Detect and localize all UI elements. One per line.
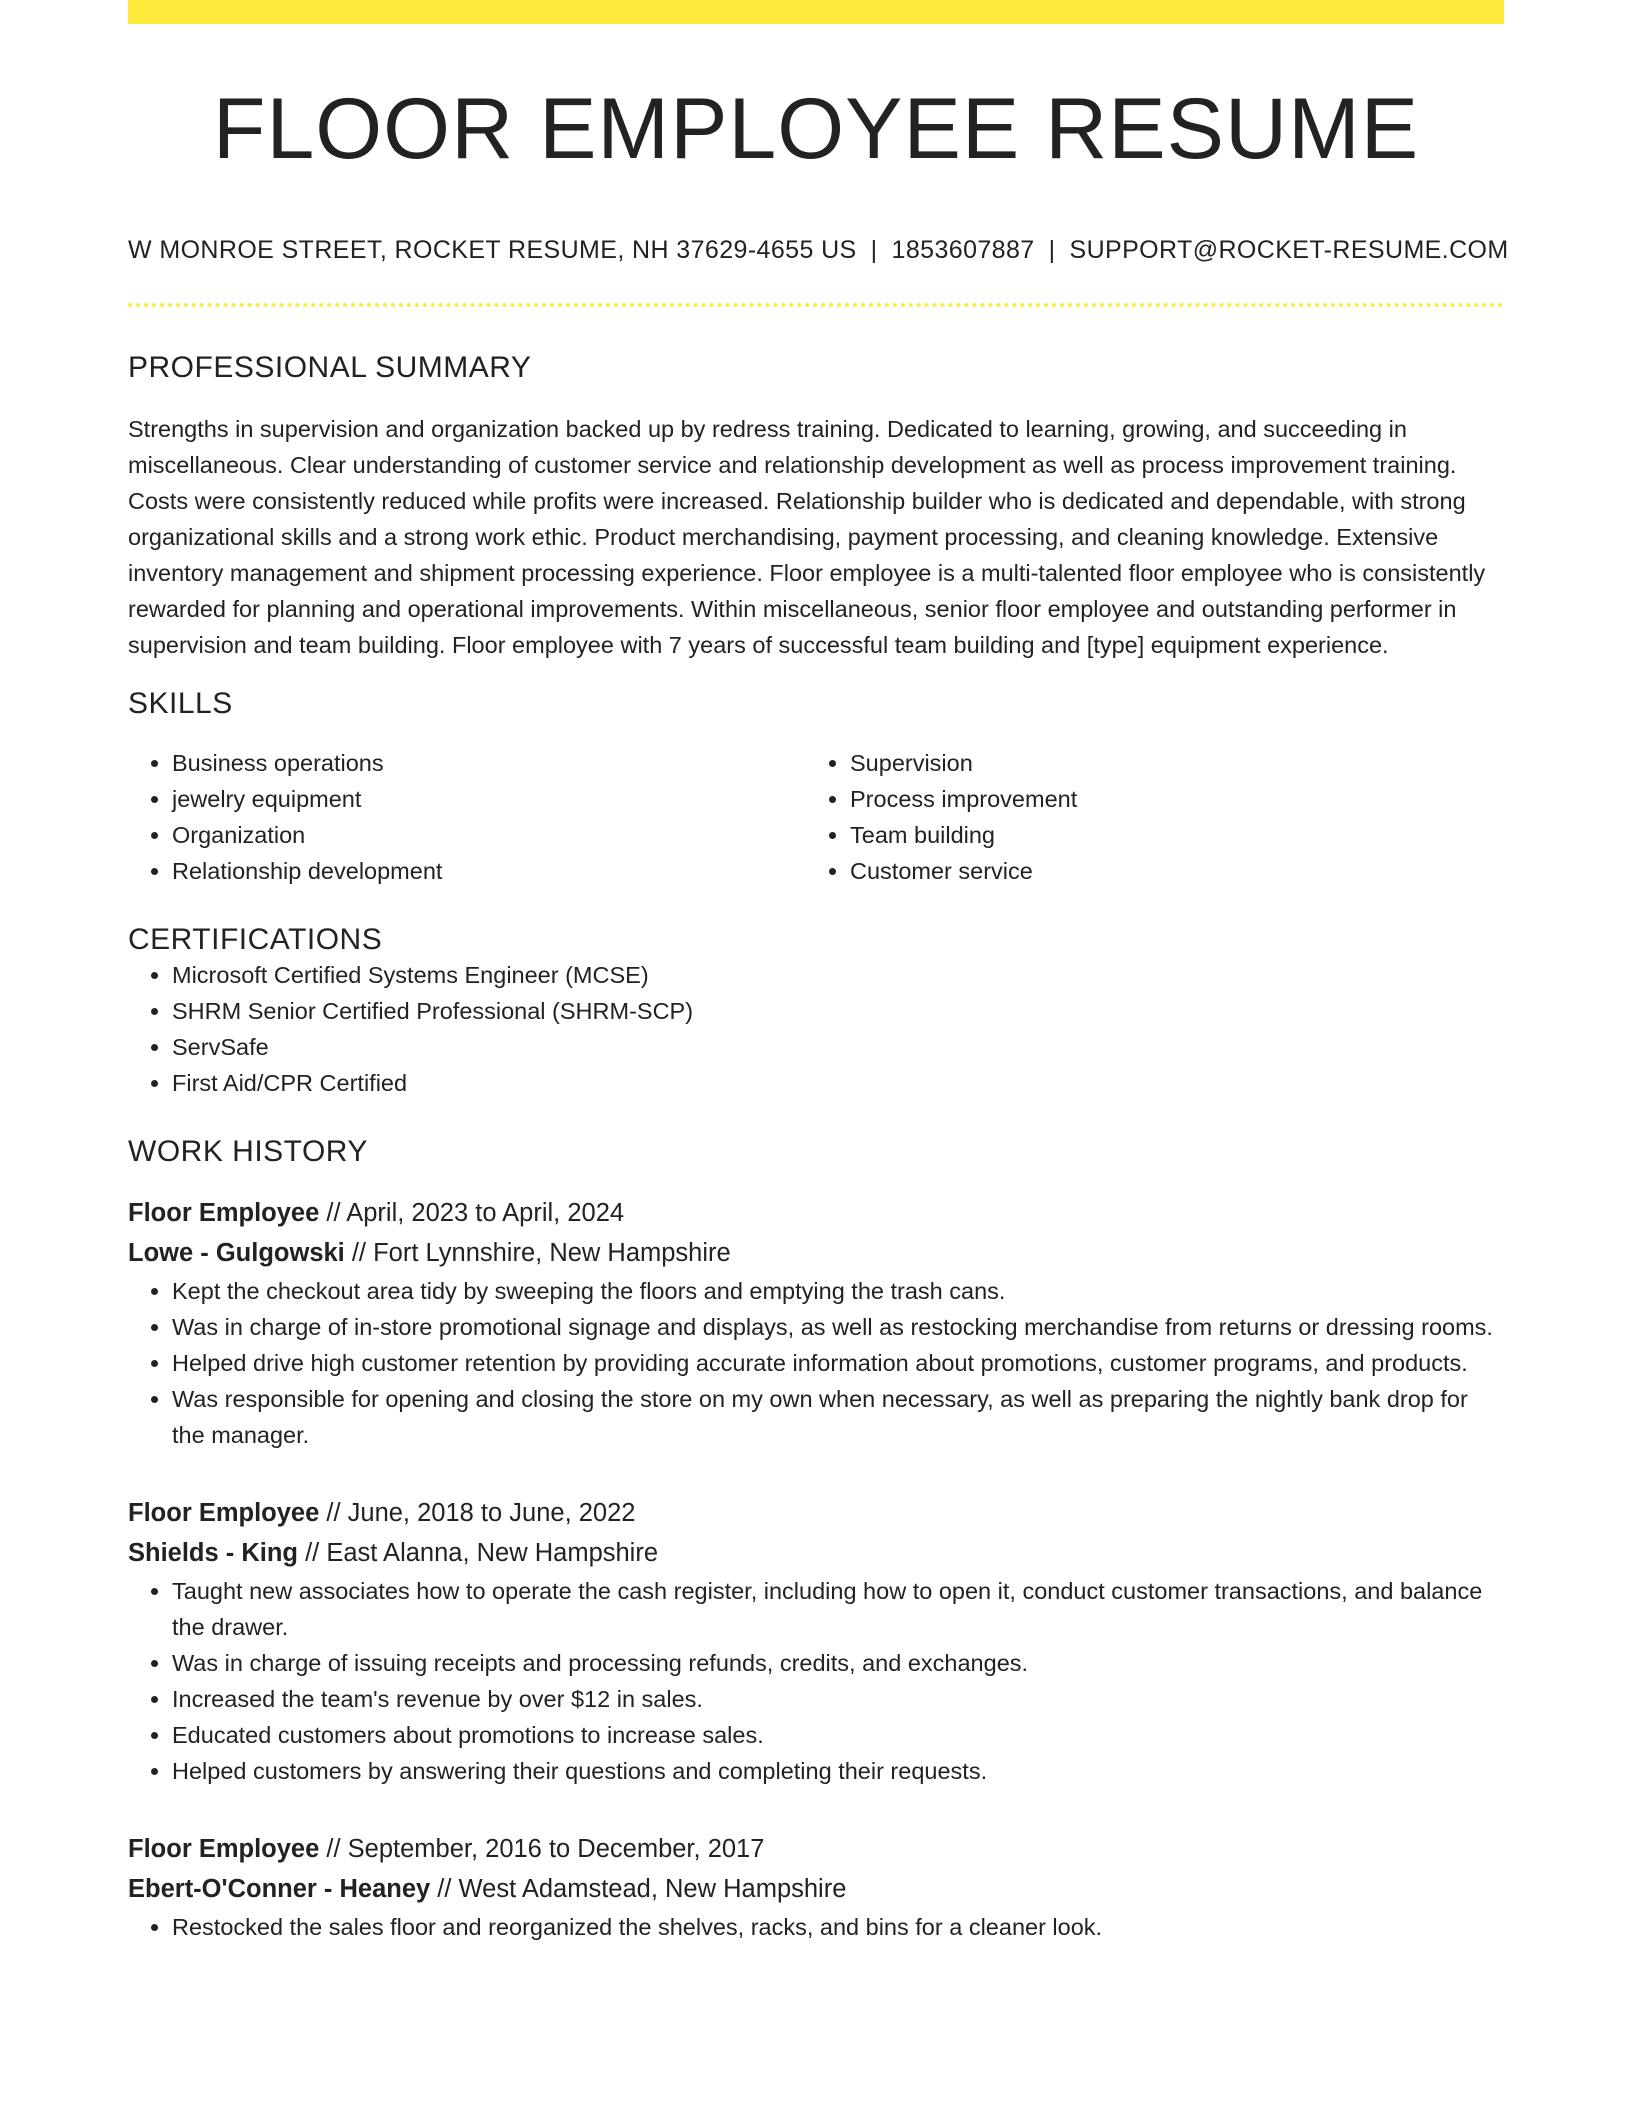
job-duties-list [128, 1573, 1504, 1789]
skill-item: • Relationship development [172, 853, 806, 889]
skill-item: • jewelry equipment [172, 781, 806, 817]
job-duty-item: • Helped drive high customer retention by providing accurate information about promotions, customer programs, and products. [172, 1345, 1504, 1381]
certification-item: • ServSafe [172, 1029, 1504, 1065]
skill-item: • Customer service [850, 853, 1484, 889]
work-history-list [128, 1193, 1504, 1945]
skill-item: • Organization [172, 817, 806, 853]
contact-separator: | [1048, 236, 1056, 264]
skill-item: • Supervision [850, 745, 1484, 781]
job-location: East Alanna, New Hampshire [326, 1539, 659, 1567]
job-dates: September, 2016 to December, 2017 [347, 1835, 765, 1863]
work-history-heading: WORK HISTORY [128, 1135, 368, 1168]
job-separator: // [344, 1239, 374, 1267]
skills-heading: SKILLS [128, 687, 233, 720]
skill-item: • Process improvement [850, 781, 1484, 817]
job-entry [128, 1493, 1504, 1789]
job-separator: // [319, 1499, 348, 1527]
job-duty-item: • Kept the checkout area tidy by sweeping the floors and emptying the trash cans. [172, 1273, 1504, 1309]
skill-item: • Business operations [172, 745, 806, 781]
job-duty-item: • Was in charge of issuing receipts and processing refunds, credits, and exchanges. [172, 1645, 1504, 1681]
job-company: Shields - King [128, 1539, 299, 1567]
skills-column-right [806, 745, 1484, 889]
top-accent-bar [128, 0, 1504, 24]
job-duties-list [128, 1909, 1504, 1945]
job-title: Floor Employee [128, 1499, 320, 1527]
resume-page [128, 0, 1509, 1945]
certifications-heading: CERTIFICATIONS [128, 923, 383, 956]
contact-line [128, 236, 1509, 265]
header-divider [128, 303, 1504, 307]
job-company: Lowe - Gulgowski [128, 1239, 345, 1267]
summary-text: Strengths in supervision and organization backed up by redress training. Dedicated to learning, growing, and succeeding in miscellaneous. Clear understanding of customer service and relationship development as well as process improvement training. Costs were consistently reduced while profits were increased. Relationship builder who is dedicated and dependable, with strong organizational skills and a strong work ethic. Product merchandising, payment processing, and cleaning knowledge. Extensive inventory management and shipment processing experience. Floor employee is a multi-talented floor employee who is consistently rewarded for planning and operational improvements. Within miscellaneous, senior floor employee and outstanding performer in supervision and team building. Floor employee with 7 years of successful team building and [type] equipment experience. [128, 416, 1486, 658]
job-duty-item: • Educated customers about promotions to increase sales. [172, 1717, 1504, 1753]
job-title: Floor Employee [128, 1199, 320, 1227]
contact-phone: 1853607887 [891, 236, 1035, 264]
job-title-line [128, 1193, 1504, 1233]
job-duty-item: • Was responsible for opening and closing the store on my own when necessary, as well as preparing the nightly bank drop for the manager. [172, 1381, 1504, 1453]
job-company-line [128, 1533, 1504, 1573]
job-separator: // [319, 1199, 347, 1227]
contact-email: SUPPORT@ROCKET-RESUME.COM [1069, 236, 1509, 264]
job-location: Fort Lynnshire, New Hampshire [373, 1239, 731, 1267]
job-separator: // [319, 1835, 348, 1863]
job-duty-item: • Taught new associates how to operate the cash register, including how to open it, conduct customer transactions, and balance the drawer. [172, 1573, 1504, 1645]
certifications-list [128, 957, 1504, 1101]
skill-item: • Team building [850, 817, 1484, 853]
job-separator: // [430, 1875, 459, 1903]
skills-list-left [128, 745, 806, 889]
job-duty-item: • Helped customers by answering their questions and completing their requests. [172, 1753, 1504, 1789]
job-company-line [128, 1869, 1504, 1909]
job-duty-item: • Increased the team's revenue by over $12 in sales. [172, 1681, 1504, 1717]
job-title-line [128, 1829, 1504, 1869]
job-separator: // [298, 1539, 327, 1567]
certification-item: • Microsoft Certified Systems Engineer (MCSE) [172, 957, 1504, 993]
job-dates: April, 2023 to April, 2024 [346, 1199, 625, 1227]
certification-item: • SHRM Senior Certified Professional (SHRM-SCP) [172, 993, 1504, 1029]
job-entry [128, 1829, 1504, 1945]
summary-heading: PROFESSIONAL SUMMARY [128, 351, 532, 384]
job-location: West Adamstead, New Hampshire [458, 1875, 847, 1903]
contact-address: W MONROE STREET, ROCKET RESUME, NH 37629-4655 US [128, 236, 857, 264]
job-dates: June, 2018 to June, 2022 [347, 1499, 636, 1527]
job-duty-item: • Was in charge of in-store promotional signage and displays, as well as restocking merchandise from returns or dressing rooms. [172, 1309, 1504, 1345]
job-title: Floor Employee [128, 1835, 320, 1863]
certification-item: • First Aid/CPR Certified [172, 1065, 1504, 1101]
job-duty-item: • Restocked the sales floor and reorganized the shelves, racks, and bins for a cleaner look. [172, 1909, 1504, 1945]
skills-grid [128, 745, 1504, 889]
job-duties-list [128, 1273, 1504, 1453]
contact-separator: | [870, 236, 878, 264]
job-entry [128, 1193, 1504, 1453]
job-company: Ebert-O'Conner - Heaney [128, 1875, 431, 1903]
skills-column-left [128, 745, 806, 889]
job-title-line [128, 1493, 1504, 1533]
skills-list-right [806, 745, 1484, 889]
job-company-line [128, 1233, 1504, 1273]
resume-title: FLOOR EMPLOYEE RESUME [212, 81, 1420, 177]
